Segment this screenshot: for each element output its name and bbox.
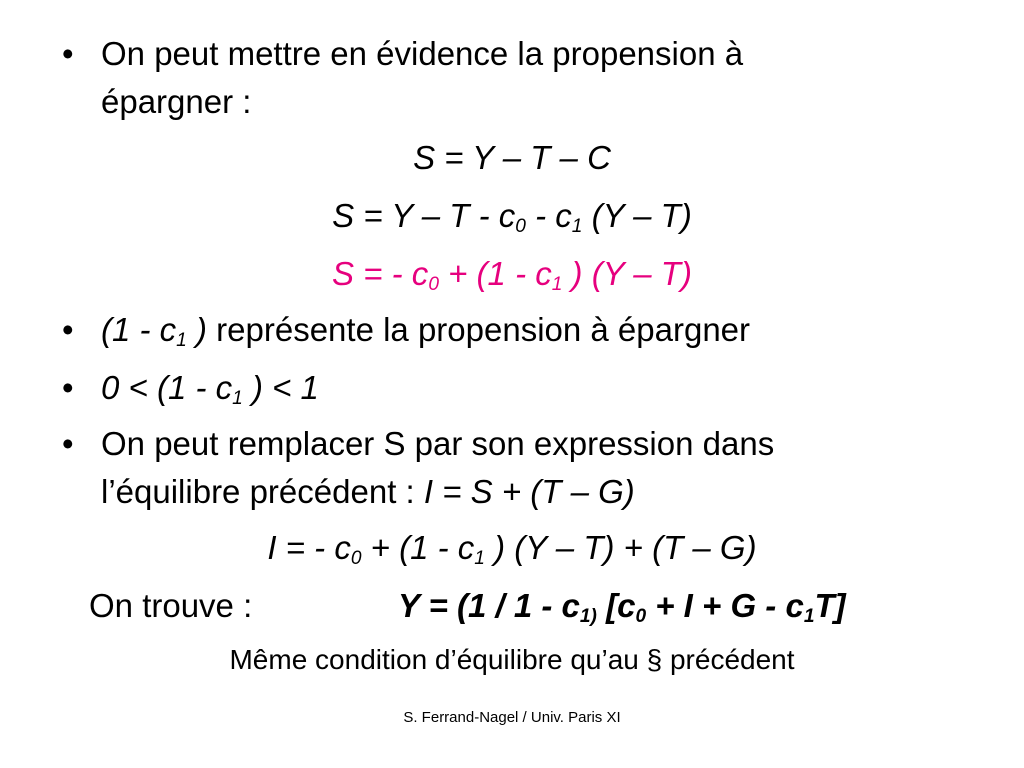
bullet-2: ($1 - c_1$ ) représente la propension à épargner: [101, 311, 751, 351]
bullet-4-line-2: l’équilibre précédent : I = S + (T – G): [101, 473, 635, 510]
bullet-1-line-2: épargner :: [101, 83, 252, 120]
equation-savings-3: S = - $c_0 + (1 - c_1$ ) (Y – T): [332, 255, 692, 295]
equilibrium-note: Même condition d’équilibre qu’au § précédent: [229, 644, 795, 675]
bullet-marker: •: [62, 311, 74, 348]
equation-savings-1: S = Y – T – C: [413, 139, 611, 176]
bullet-marker: •: [62, 369, 74, 406]
bullet-1-line-1: On peut mettre en évidence la propension à: [101, 35, 744, 72]
result-label: On trouve :: [89, 587, 253, 624]
footer-credit: S. Ferrand-Nagel / Univ. Paris XI: [403, 709, 621, 726]
equation-savings-2: $S = Y - T - c_0 - c_1$ (Y – T): [332, 197, 692, 237]
result-equation: $Y = (1 / 1 - c_{1)}$ $[c_0 + I + G - c_1T]$: [398, 587, 846, 627]
bullet-3: $0 < (1 - c_1$ ) < 1: [101, 369, 319, 409]
bullet-marker: •: [62, 35, 74, 72]
bullet-marker: •: [62, 425, 74, 462]
bullet-4-line-1: On peut remplacer S par son expression dans: [101, 425, 775, 462]
equation-investment: I = - $c_0 + (1 - c_1$ ) (Y – T) + (T – G): [267, 529, 757, 569]
